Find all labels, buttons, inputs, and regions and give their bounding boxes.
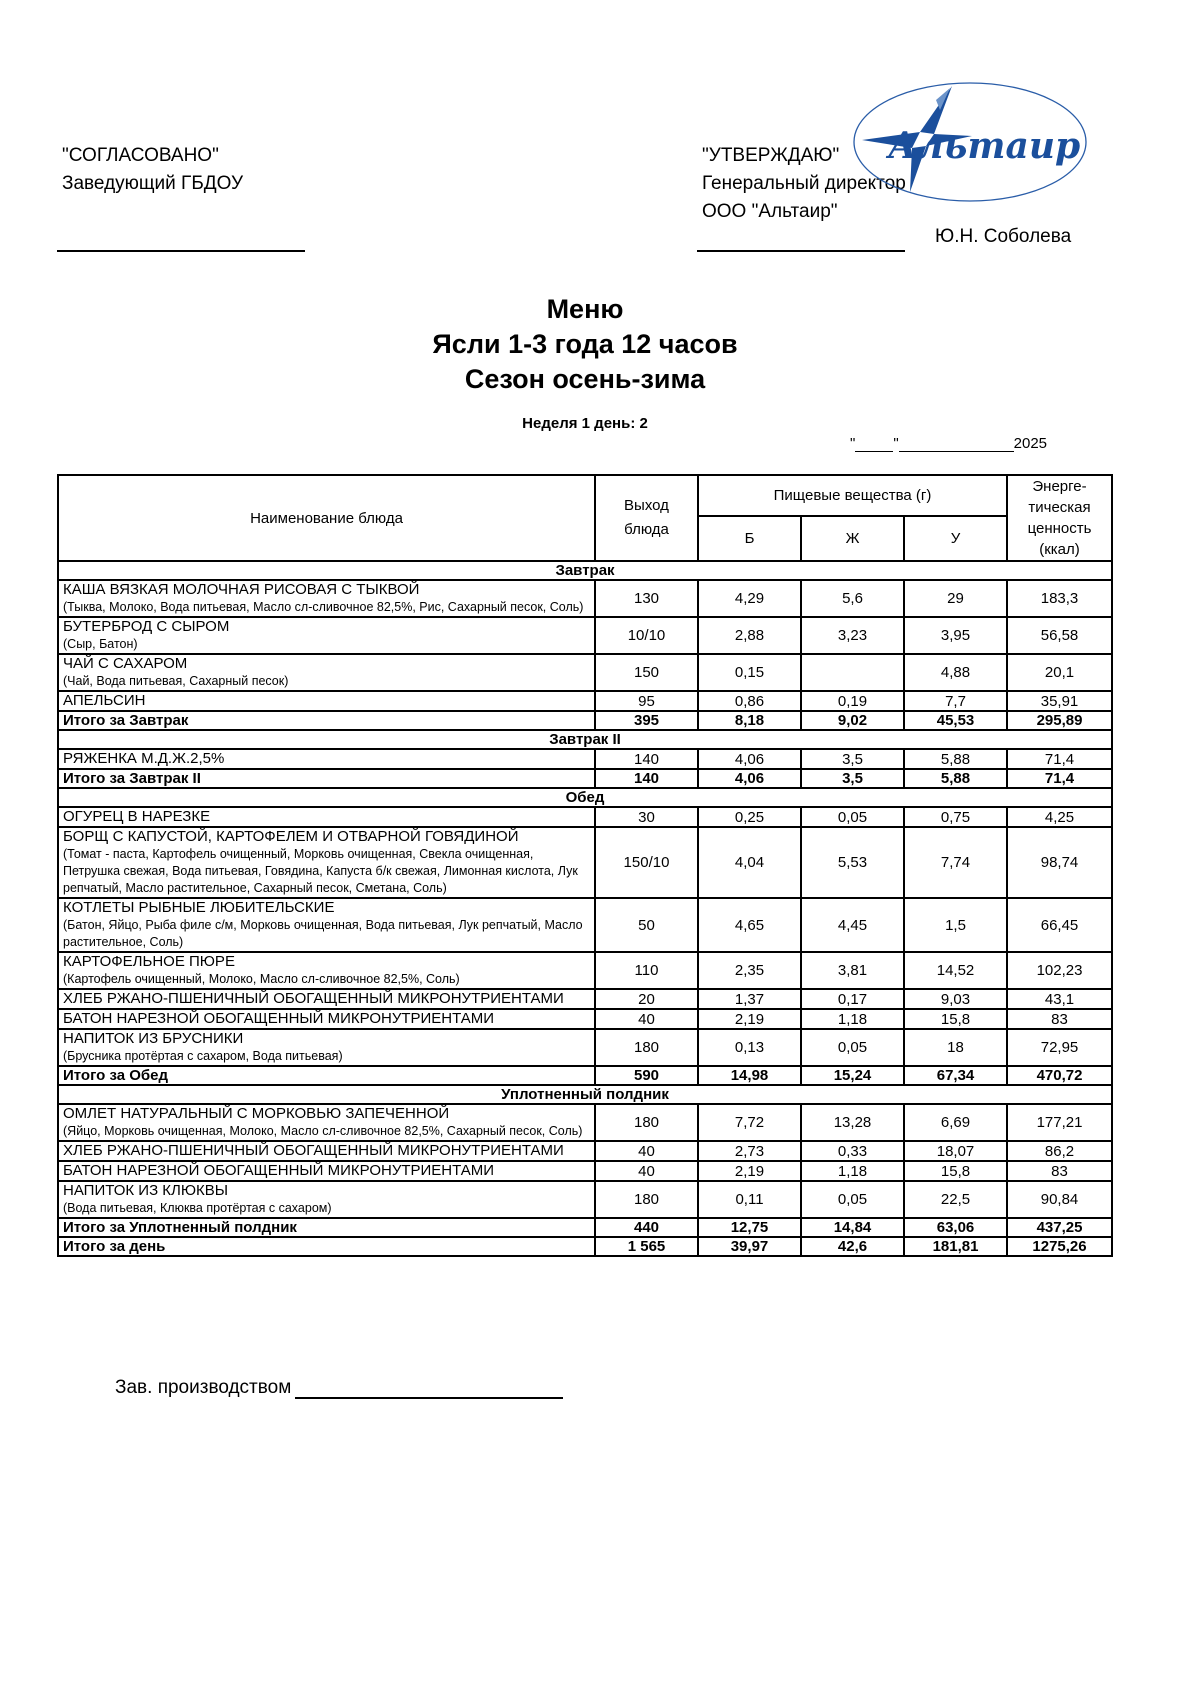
- cell-fat: [801, 654, 904, 691]
- dish-cell: [58, 1161, 595, 1181]
- cell-fat: 1,18: [801, 1161, 904, 1181]
- dish-name: РЯЖЕНКА М.Д.Ж.2,5%: [63, 750, 225, 767]
- signature-line-left: [57, 250, 305, 252]
- cell-yield: 395: [595, 711, 698, 730]
- cell-yield: 590: [595, 1066, 698, 1085]
- cell-carbs: 7,7: [904, 691, 1007, 711]
- table-row: [58, 1104, 1112, 1141]
- dish-name: НАПИТОК ИЗ КЛЮКВЫ: [63, 1182, 229, 1199]
- cell-energy: 72,95: [1007, 1029, 1112, 1066]
- cell-fat: 4,45: [801, 898, 904, 952]
- date-quote-close: ": [893, 435, 899, 452]
- cell-carbs: 45,53: [904, 711, 1007, 730]
- cell-carbs: 5,88: [904, 769, 1007, 788]
- dish-name: БОРЩ С КАПУСТОЙ, КАРТОФЕЛЕМ И ОТВАРНОЙ ГОВЯДИНОЙ: [63, 828, 519, 845]
- cell-fat: 3,5: [801, 749, 904, 769]
- cell-protein: 0,15: [698, 654, 801, 691]
- cell-yield: 40: [595, 1009, 698, 1029]
- cell-energy: 71,4: [1007, 769, 1112, 788]
- dish-cell: [58, 617, 595, 654]
- cell-energy: 83: [1007, 1009, 1112, 1029]
- cell-carbs: 63,06: [904, 1218, 1007, 1237]
- cell-yield: 150/10: [595, 827, 698, 898]
- table-row: [58, 989, 1112, 1009]
- cell-carbs: 181,81: [904, 1237, 1007, 1256]
- week-day-label: Неделя 1 день: 2: [522, 415, 648, 432]
- table-row: [58, 691, 1112, 711]
- cell-protein: 2,73: [698, 1141, 801, 1161]
- cell-carbs: 7,74: [904, 827, 1007, 898]
- dish-name: БАТОН НАРЕЗНОЙ ОБОГАЩЕННЫЙ МИКРОНУТРИЕНТАМИ: [63, 1010, 495, 1027]
- cell-protein: 4,06: [698, 769, 801, 788]
- cell-fat: 3,81: [801, 952, 904, 989]
- dish-ingredients: (Томат - паста, Картофель очищенный, Морковь очищенная, Свекла очищенная, Петрушка свежая, Вода питьевая, Говядина, Капуста б/к свежая, Лимонная кислота, Лук репчатый, Масло растительное, Сахарный песок, Сметана, Соль): [63, 847, 578, 895]
- cell-yield: 30: [595, 807, 698, 827]
- dish-cell: [58, 989, 595, 1009]
- header-nutrients: Пищевые вещества (г): [698, 475, 1007, 516]
- cell-fat: 0,19: [801, 691, 904, 711]
- cell-energy: 86,2: [1007, 1141, 1112, 1161]
- cell-energy: 1275,26: [1007, 1237, 1112, 1256]
- dish-name: КАРТОФЕЛЬНОЕ ПЮРЕ: [63, 953, 235, 970]
- dish-ingredients: (Брусника протёртая с сахаром, Вода питьевая): [63, 1049, 343, 1063]
- total-label: Итого за Уплотненный полдник: [58, 1218, 595, 1237]
- cell-protein: 2,35: [698, 952, 801, 989]
- cell-protein: 4,04: [698, 827, 801, 898]
- cell-yield: 40: [595, 1161, 698, 1181]
- footer-signature-line: [295, 1377, 563, 1399]
- section-row: [58, 1085, 1112, 1104]
- approval-left-position: Заведующий ГБДОУ: [62, 173, 244, 194]
- cell-carbs: 29: [904, 580, 1007, 617]
- cell-fat: 5,53: [801, 827, 904, 898]
- cell-fat: 3,5: [801, 769, 904, 788]
- approval-right-title: "УТВЕРЖДАЮ": [702, 145, 840, 166]
- date-line: [850, 435, 1047, 452]
- cell-carbs: 6,69: [904, 1104, 1007, 1141]
- dish-name: КОТЛЕТЫ РЫБНЫЕ ЛЮБИТЕЛЬСКИЕ: [63, 899, 335, 916]
- cell-fat: 15,24: [801, 1066, 904, 1085]
- cell-protein: 4,29: [698, 580, 801, 617]
- approval-left-title: "СОГЛАСОВАНО": [62, 145, 219, 166]
- page-title-line1: Меню: [546, 294, 624, 324]
- cell-fat: 3,23: [801, 617, 904, 654]
- total-label: Итого за Завтрак: [58, 711, 595, 730]
- date-quote-open: ": [850, 435, 856, 452]
- dish-cell: [58, 1029, 595, 1066]
- header-energy: Энерге-тическая ценность (ккал): [1007, 475, 1112, 561]
- dish-name: КАША ВЯЗКАЯ МОЛОЧНАЯ РИСОВАЯ С ТЫКВОЙ: [63, 581, 420, 598]
- day-total-row: [58, 1237, 1112, 1256]
- table-row: [58, 617, 1112, 654]
- cell-protein: 2,19: [698, 1161, 801, 1181]
- cell-protein: 0,25: [698, 807, 801, 827]
- approval-right-position: Генеральный директор: [702, 173, 906, 194]
- section-total-row: [58, 1066, 1112, 1085]
- table-row: [58, 1029, 1112, 1066]
- dish-name: ОМЛЕТ НАТУРАЛЬНЫЙ С МОРКОВЬЮ ЗАПЕЧЕННОЙ: [63, 1105, 450, 1122]
- dish-name: АПЕЛЬСИН: [63, 692, 146, 709]
- date-month-blank: [899, 435, 1014, 452]
- total-label: Итого за Завтрак II: [58, 769, 595, 788]
- cell-energy: 83: [1007, 1161, 1112, 1181]
- dish-cell: [58, 807, 595, 827]
- dish-cell: [58, 1181, 595, 1218]
- cell-carbs: 14,52: [904, 952, 1007, 989]
- dish-name: НАПИТОК ИЗ БРУСНИКИ: [63, 1030, 244, 1047]
- section-title: Обед: [58, 788, 1112, 807]
- cell-energy: 295,89: [1007, 711, 1112, 730]
- table-row: [58, 827, 1112, 898]
- footer-label: Зав. производством: [115, 1377, 292, 1398]
- dish-cell: [58, 654, 595, 691]
- page-title-line2: Ясли 1-3 года 12 часов: [432, 329, 738, 359]
- cell-carbs: 18,07: [904, 1141, 1007, 1161]
- cell-carbs: 18: [904, 1029, 1007, 1066]
- dish-cell: [58, 580, 595, 617]
- footer-signature: [115, 1377, 563, 1399]
- dish-ingredients: (Чай, Вода питьевая, Сахарный песок): [63, 674, 289, 688]
- cell-protein: 0,13: [698, 1029, 801, 1066]
- table-row: [58, 1141, 1112, 1161]
- table-row: [58, 1009, 1112, 1029]
- table-row: [58, 1181, 1112, 1218]
- cell-fat: 9,02: [801, 711, 904, 730]
- cell-yield: 180: [595, 1104, 698, 1141]
- approval-left: [62, 142, 243, 198]
- cell-carbs: 67,34: [904, 1066, 1007, 1085]
- cell-protein: 1,37: [698, 989, 801, 1009]
- cell-yield: 150: [595, 654, 698, 691]
- cell-fat: 0,05: [801, 807, 904, 827]
- cell-carbs: 1,5: [904, 898, 1007, 952]
- dish-ingredients: (Картофель очищенный, Молоко, Масло сл-сливочное 82,5%, Соль): [63, 972, 460, 986]
- dish-cell: [58, 827, 595, 898]
- cell-yield: 10/10: [595, 617, 698, 654]
- dish-name: ХЛЕБ РЖАНО-ПШЕНИЧНЫЙ ОБОГАЩЕННЫЙ МИКРОНУТРИЕНТАМИ: [63, 990, 564, 1007]
- cell-carbs: 9,03: [904, 989, 1007, 1009]
- section-title: Завтрак: [58, 561, 1112, 580]
- cell-fat: 13,28: [801, 1104, 904, 1141]
- cell-protein: 8,18: [698, 711, 801, 730]
- cell-protein: 14,98: [698, 1066, 801, 1085]
- header-yield: Выход блюда: [595, 475, 698, 561]
- cell-yield: 95: [595, 691, 698, 711]
- cell-energy: 183,3: [1007, 580, 1112, 617]
- dish-name: БАТОН НАРЕЗНОЙ ОБОГАЩЕННЫЙ МИКРОНУТРИЕНТАМИ: [63, 1162, 495, 1179]
- cell-energy: 43,1: [1007, 989, 1112, 1009]
- dish-ingredients: (Батон, Яйцо, Рыба филе с/м, Морковь очищенная, Вода питьевая, Лук репчатый, Масло растительное, Соль): [63, 918, 583, 949]
- cell-energy: 20,1: [1007, 654, 1112, 691]
- section-title: Завтрак II: [58, 730, 1112, 749]
- cell-protein: 4,06: [698, 749, 801, 769]
- cell-fat: 0,05: [801, 1029, 904, 1066]
- cell-fat: 0,05: [801, 1181, 904, 1218]
- approval-right-company: ООО "Альтаир": [702, 201, 838, 222]
- dish-cell: [58, 691, 595, 711]
- cell-energy: 56,58: [1007, 617, 1112, 654]
- cell-energy: 98,74: [1007, 827, 1112, 898]
- section-title: Уплотненный полдник: [58, 1085, 1112, 1104]
- section-total-row: [58, 769, 1112, 788]
- cell-energy: 90,84: [1007, 1181, 1112, 1218]
- cell-protein: 2,88: [698, 617, 801, 654]
- cell-yield: 40: [595, 1141, 698, 1161]
- dish-ingredients: (Тыква, Молоко, Вода питьевая, Масло сл-сливочное 82,5%, Рис, Сахарный песок, Соль): [63, 600, 584, 614]
- altair-logo: [850, 80, 1090, 205]
- date-year: 2025: [1013, 435, 1048, 452]
- cell-yield: 180: [595, 1181, 698, 1218]
- cell-protein: 4,65: [698, 898, 801, 952]
- cell-yield: 140: [595, 769, 698, 788]
- cell-yield: 440: [595, 1218, 698, 1237]
- section-total-row: [58, 711, 1112, 730]
- header-name: Наименование блюда: [58, 475, 595, 561]
- section-row: [58, 561, 1112, 580]
- cell-fat: 14,84: [801, 1218, 904, 1237]
- total-label: Итого за день: [58, 1237, 595, 1256]
- dish-cell: [58, 898, 595, 952]
- cell-yield: 180: [595, 1029, 698, 1066]
- dish-name: ЧАЙ С САХАРОМ: [63, 655, 188, 672]
- cell-fat: 42,6: [801, 1237, 904, 1256]
- table-row: [58, 807, 1112, 827]
- cell-fat: 1,18: [801, 1009, 904, 1029]
- cell-yield: 130: [595, 580, 698, 617]
- cell-protein: 2,19: [698, 1009, 801, 1029]
- cell-carbs: 22,5: [904, 1181, 1007, 1218]
- signature-line-right: [697, 250, 905, 252]
- dish-name: ОГУРЕЦ В НАРЕЗКЕ: [63, 808, 211, 825]
- cell-yield: 50: [595, 898, 698, 952]
- cell-yield: 140: [595, 749, 698, 769]
- page-title-line3: Сезон осень-зима: [464, 364, 706, 394]
- cell-protein: 0,86: [698, 691, 801, 711]
- table-row: [58, 580, 1112, 617]
- cell-energy: 71,4: [1007, 749, 1112, 769]
- dish-ingredients: (Яйцо, Морковь очищенная, Молоко, Масло сл-сливочное 82,5%, Сахарный песок, Соль): [63, 1124, 583, 1138]
- cell-carbs: 3,95: [904, 617, 1007, 654]
- cell-yield: 1 565: [595, 1237, 698, 1256]
- cell-protein: 7,72: [698, 1104, 801, 1141]
- cell-fat: 0,17: [801, 989, 904, 1009]
- cell-energy: 177,21: [1007, 1104, 1112, 1141]
- dish-cell: [58, 1009, 595, 1029]
- header-fat: Ж: [801, 516, 904, 561]
- date-day-blank: [855, 435, 893, 452]
- cell-protein: 0,11: [698, 1181, 801, 1218]
- cell-carbs: 0,75: [904, 807, 1007, 827]
- cell-carbs: 15,8: [904, 1009, 1007, 1029]
- header-carbs: У: [904, 516, 1007, 561]
- dish-cell: [58, 1141, 595, 1161]
- cell-energy: 437,25: [1007, 1218, 1112, 1237]
- header-protein: Б: [698, 516, 801, 561]
- cell-energy: 35,91: [1007, 691, 1112, 711]
- dish-name: ХЛЕБ РЖАНО-ПШЕНИЧНЫЙ ОБОГАЩЕННЫЙ МИКРОНУТРИЕНТАМИ: [63, 1142, 564, 1159]
- menu-table: [57, 474, 1113, 1257]
- dish-ingredients: (Сыр, Батон): [63, 637, 138, 651]
- section-row: [58, 730, 1112, 749]
- cell-energy: 470,72: [1007, 1066, 1112, 1085]
- section-total-row: [58, 1218, 1112, 1237]
- table-row: [58, 1161, 1112, 1181]
- cell-carbs: 5,88: [904, 749, 1007, 769]
- dish-cell: [58, 749, 595, 769]
- cell-yield: 20: [595, 989, 698, 1009]
- cell-fat: 0,33: [801, 1141, 904, 1161]
- cell-protein: 12,75: [698, 1218, 801, 1237]
- cell-energy: 102,23: [1007, 952, 1112, 989]
- cell-protein: 39,97: [698, 1237, 801, 1256]
- cell-yield: 110: [595, 952, 698, 989]
- cell-fat: 5,6: [801, 580, 904, 617]
- cell-energy: 4,25: [1007, 807, 1112, 827]
- cell-carbs: 4,88: [904, 654, 1007, 691]
- table-row: [58, 654, 1112, 691]
- section-row: [58, 788, 1112, 807]
- cell-carbs: 15,8: [904, 1161, 1007, 1181]
- dish-cell: [58, 952, 595, 989]
- cell-energy: 66,45: [1007, 898, 1112, 952]
- total-label: Итого за Обед: [58, 1066, 595, 1085]
- dish-cell: [58, 1104, 595, 1141]
- dish-name: БУТЕРБРОД С СЫРОМ: [63, 618, 230, 635]
- table-row: [58, 952, 1112, 989]
- logo-text: Альтаир: [888, 125, 1081, 167]
- table-row: [58, 749, 1112, 769]
- table-row: [58, 898, 1112, 952]
- dish-ingredients: (Вода питьевая, Клюква протёртая с сахаром): [63, 1201, 332, 1215]
- signer-name: Ю.Н. Соболева: [935, 226, 1072, 247]
